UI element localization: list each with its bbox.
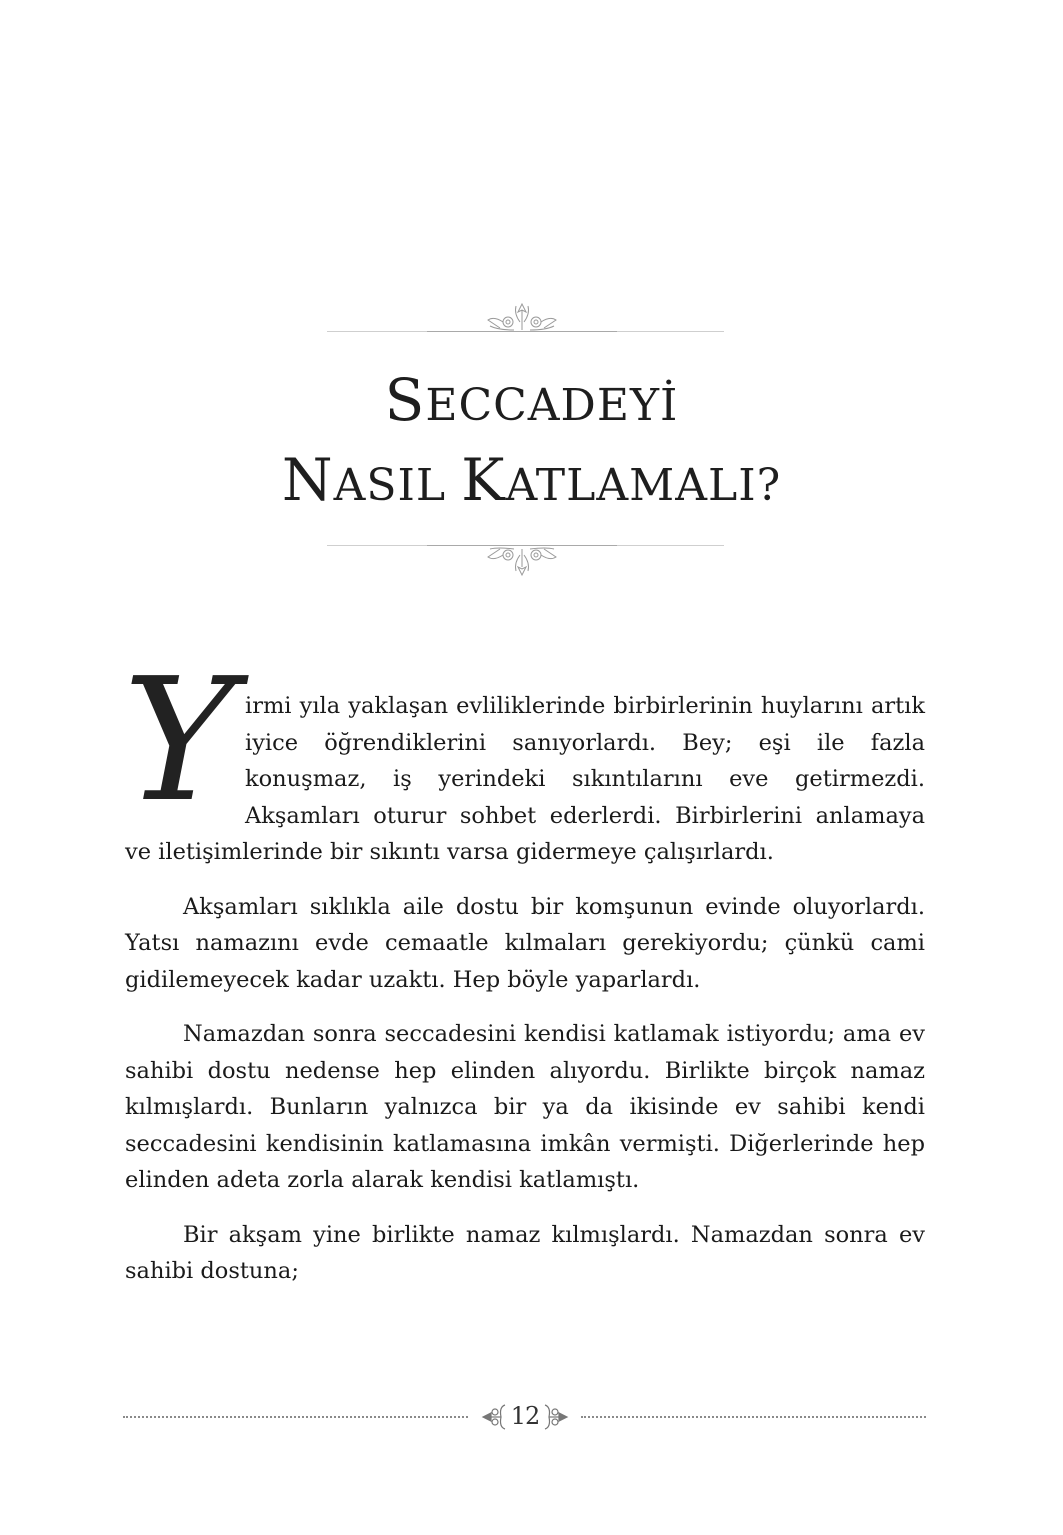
divider-rule-top (327, 331, 724, 332)
paragraph-4: Bir akşam yine birlikte namaz kılmışlardı. Namazdan sonra ev sahibi dostuna; (125, 1221, 925, 1284)
flourish-right-icon (541, 1403, 571, 1431)
page-footer (123, 1400, 926, 1434)
floral-ornament-bottom-icon (470, 545, 574, 579)
paragraph-2: Akşamları sıklıkla aile dostu bir komşunun evinde oluyorlardı. Yatsı namazını evde cemaatle kılmaları gerekiyordu; çünkü cami gidilemeyecek kadar uzaktı. Hep böyle yaparlardı. (125, 893, 925, 993)
floral-ornament-top-icon (470, 300, 574, 334)
page-number: 12 (510, 1402, 540, 1430)
page-number-badge (479, 1400, 571, 1434)
chapter-title-line-2: NASIL KATLAMALI? (281, 446, 782, 514)
drop-cap: Y (123, 642, 236, 840)
chapter-body (123, 642, 925, 1308)
dotted-rule-left (123, 1416, 468, 1418)
chapter-title-line-1: SECCADEYİ (384, 366, 679, 434)
dotted-rule-right (581, 1416, 926, 1418)
paragraph-1: Y irmi yıla yaklaşan evliliklerinde birbirlerinin huylarını artık iyice öğrendiklerini sanıyorlardı. Bey; eşi ile fazla konuşmaz, iş yerindeki sıkıntılarını eve getirmezdi. Akşamları oturur sohbet ederlerdi. Birbirlerini anlamaya ve iletişimlerinde bir sıkıntı varsa gidermeye çalışırlardı. (123, 642, 925, 865)
paragraph-3: Namazdan sonra seccadesini kendisi katlamak istiyordu; ama ev sahibi dostu nedense hep elinden alıyordu. Birlikte birçok namaz kılmışlardı. Bunların yalnızca bir ya da ikisinde ev sahibi kendi seccadesini kendisinin katlamasına imkân vermişti. Diğerlerinde hep elinden adeta zorla alarak kendisi katlamıştı. (125, 1021, 925, 1193)
